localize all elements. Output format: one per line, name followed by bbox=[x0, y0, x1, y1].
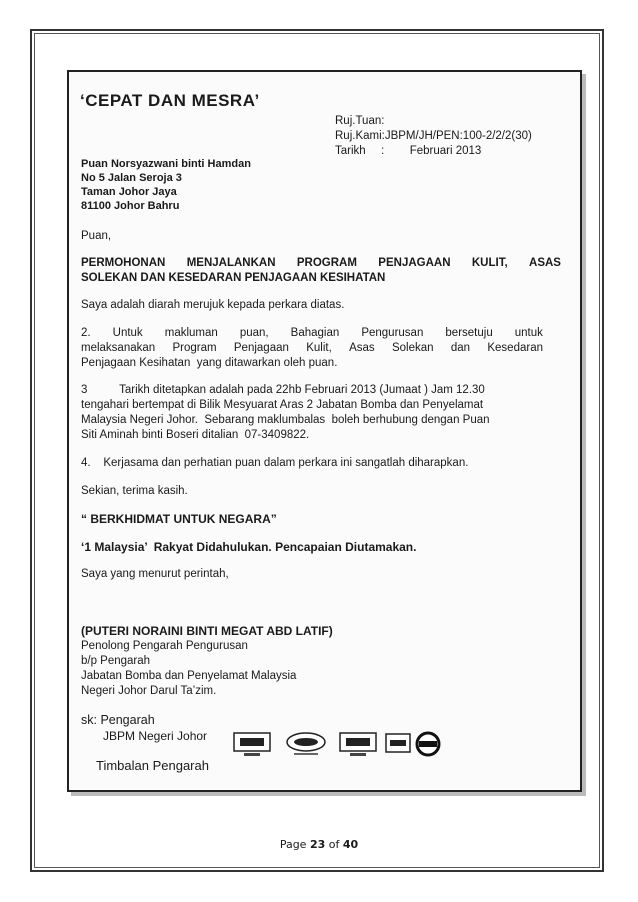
subject-word: ASAS bbox=[529, 257, 561, 269]
recipient-name: Puan Norsyazwani binti Hamdan bbox=[81, 158, 251, 170]
subject-word: MENJALANKAN bbox=[186, 257, 276, 269]
para-word: Bahagian bbox=[290, 327, 340, 339]
paragraph-4: 4. Kerjasama dan perhatian puan dalam perkara ini sangatlah diharapkan. bbox=[81, 457, 469, 469]
reference-kami: Ruj.Kami:JBPM/JH/PEN:100-2/2/2(30) bbox=[335, 130, 532, 142]
para-word: Asas bbox=[349, 342, 375, 354]
para-word: 2. bbox=[81, 327, 91, 339]
para-word: dan bbox=[450, 342, 471, 354]
motto-1malaysia: ‘1 Malaysia’ Rakyat Didahulukan. Pencapaian Diutamakan. bbox=[81, 540, 417, 554]
of-label: of bbox=[328, 838, 340, 851]
paragraph-2-line-3: Penjagaan Kesihatan yang ditawarkan oleh puan. bbox=[81, 357, 338, 369]
recipient-address-line: No 5 Jalan Seroja 3 bbox=[81, 172, 182, 184]
paragraph-3-line-4: Siti Aminah binti Boseri ditalian 07-3409822. bbox=[81, 429, 310, 441]
date-separator: : bbox=[381, 145, 385, 157]
page-label: Page bbox=[279, 838, 307, 851]
salutation: Puan, bbox=[81, 230, 112, 242]
paragraph-3-line-1: 3 Tarikh ditetapkan adalah pada 22hb Februari 2013 (Jumaat ) Jam 12.30 bbox=[81, 384, 485, 396]
para-word: Solekan bbox=[391, 342, 434, 354]
quality-cert-logo-1 bbox=[232, 731, 272, 759]
signatory-line: b/p Pengarah bbox=[81, 655, 151, 667]
para-word: Kesedaran bbox=[487, 342, 543, 354]
certification-ring-logo bbox=[414, 731, 442, 759]
para-word: Kulit, bbox=[306, 342, 332, 354]
reference-tuan: Ruj.Tuan: bbox=[335, 115, 385, 127]
subject-word: PROGRAM bbox=[296, 257, 357, 269]
recipient-address-line: 81100 Johor Bahru bbox=[81, 200, 180, 212]
cc-recipient: Timbalan Pengarah bbox=[96, 758, 209, 773]
para-word: untuk bbox=[514, 327, 543, 339]
total-pages: 40 bbox=[342, 838, 359, 851]
page-number: 23 bbox=[309, 838, 326, 851]
quality-cert-logo-3 bbox=[338, 731, 378, 759]
intro-paragraph: Saya adalah diarah merujuk kepada perkara diatas. bbox=[81, 299, 345, 311]
para-word: bersetuju bbox=[445, 327, 493, 339]
cc-label: sk: Pengarah bbox=[81, 713, 155, 727]
paragraph-3-line-2: tengahari bertempat di Bilik Mesyuarat Aras 2 Jabatan Bomba dan Penyelamat bbox=[81, 399, 484, 411]
para-word: Penjagaan bbox=[233, 342, 289, 354]
subject-line-2: SOLEKAN DAN KESEDARAN PENJAGAAN KESIHATAN bbox=[81, 272, 386, 284]
date-label: Tarikh bbox=[335, 145, 366, 157]
para-word: makluman bbox=[164, 327, 218, 339]
paragraph-3-line-3: Malaysia Negeri Johor. Sebarang maklumbalas boleh berhubung dengan Puan bbox=[81, 414, 490, 426]
para-word: Program bbox=[172, 342, 217, 354]
letter-slogan: ‘CEPAT DAN MESRA’ bbox=[80, 91, 260, 110]
subject-word: KULIT, bbox=[471, 257, 508, 269]
date-value: Februari 2013 bbox=[409, 145, 482, 157]
closing-line: Sekian, terima kasih. bbox=[81, 485, 188, 497]
para-word: Untuk bbox=[112, 327, 143, 339]
subject-word: PERMOHONAN bbox=[81, 257, 166, 269]
signatory-title: Penolong Pengarah Pengurusan bbox=[81, 640, 248, 652]
subject-word: PENJAGAAN bbox=[378, 257, 451, 269]
para-word: melaksanakan bbox=[81, 342, 156, 354]
yours-faithfully: Saya yang menurut perintah, bbox=[81, 568, 229, 580]
recipient-address-line: Taman Johor Jaya bbox=[81, 186, 177, 198]
motto-berkhidmat: “ BERKHIDMAT UNTUK NEGARA” bbox=[81, 512, 277, 526]
cc-recipient: JBPM Negeri Johor bbox=[103, 729, 208, 743]
paragraph-2-line-1 bbox=[81, 327, 543, 339]
page-footer bbox=[0, 838, 638, 851]
signatory-name: (PUTERI NORAINI BINTI MEGAT ABD LATIF) bbox=[81, 624, 333, 638]
signatory-line: Jabatan Bomba dan Penyelamat Malaysia bbox=[81, 670, 297, 682]
quality-cert-logo-4 bbox=[384, 731, 412, 759]
para-word: puan, bbox=[239, 327, 269, 339]
para-word: Pengurusan bbox=[361, 327, 424, 339]
quality-cert-logo-2 bbox=[284, 731, 328, 759]
paragraph-2-line-2 bbox=[81, 342, 543, 354]
subject-line-1 bbox=[81, 257, 561, 269]
signatory-line: Negeri Johor Darul Ta’zim. bbox=[81, 685, 217, 697]
letter-date bbox=[335, 145, 481, 157]
